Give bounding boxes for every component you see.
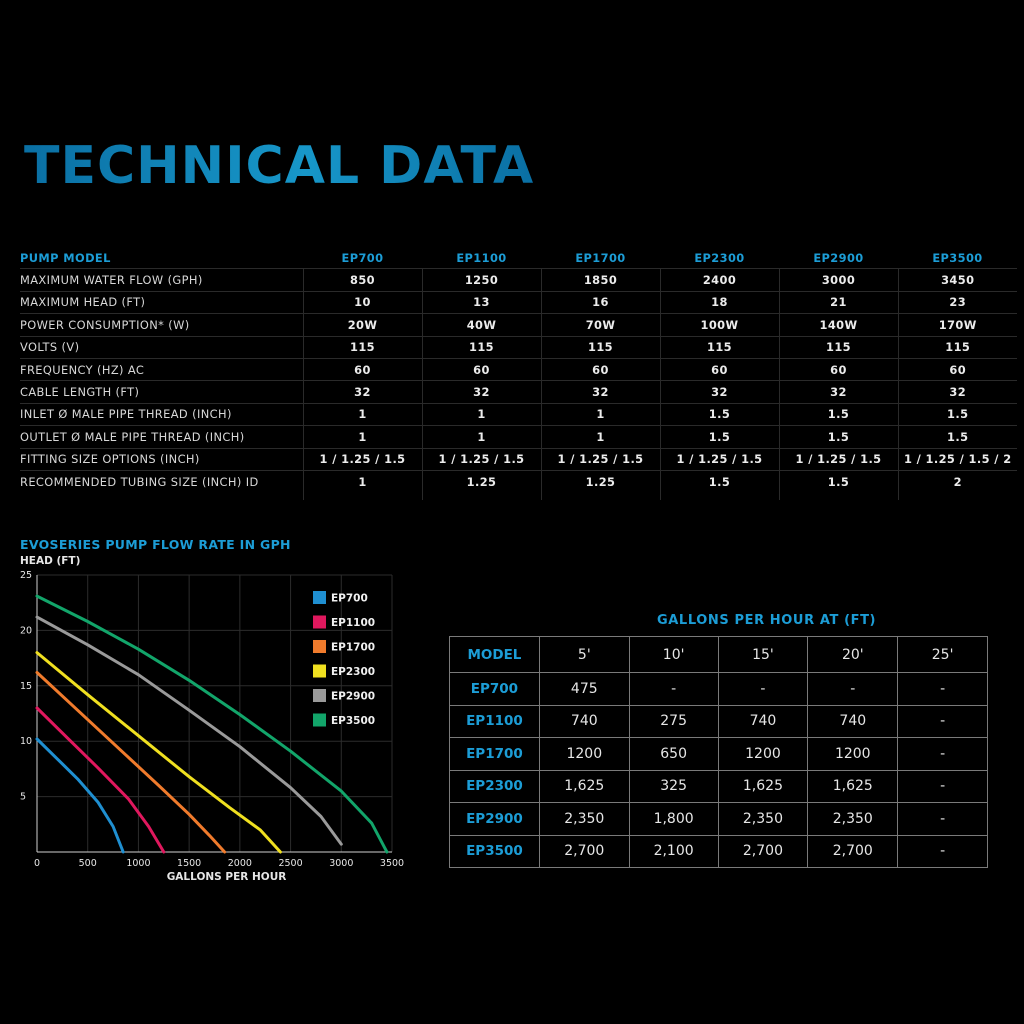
- gph-cell: 2,350: [718, 803, 808, 836]
- x-tick-label: 500: [78, 858, 97, 869]
- y-tick-label: 10: [20, 736, 33, 748]
- y-tick-label: 15: [20, 680, 33, 692]
- gph-model-cell: EP700: [450, 673, 540, 706]
- spec-row: [20, 381, 1017, 403]
- x-tick-label: 0: [33, 858, 41, 869]
- y-tick-label: 5: [20, 791, 27, 803]
- spec-cell: 115: [541, 336, 660, 358]
- spec-header-row: [20, 247, 1017, 269]
- gph-cell: 740: [718, 705, 808, 738]
- y-tick-label: 25: [20, 570, 33, 581]
- spec-cell: 1.5: [779, 470, 898, 500]
- model-header: EP3500: [932, 250, 983, 265]
- spec-cell: 1.5: [898, 426, 1017, 448]
- gph-cell: -: [898, 770, 988, 803]
- spec-cell: 32: [660, 381, 779, 403]
- legend-swatch-ep2300: [313, 665, 326, 678]
- spec-cell: 1: [541, 403, 660, 425]
- legend-label: EP1100: [331, 617, 376, 629]
- gph-cell: 325: [629, 770, 718, 803]
- spec-cell: 1.25: [541, 470, 660, 500]
- spec-row: [20, 470, 1017, 500]
- gph-cell: -: [808, 673, 898, 706]
- x-tick-label: 1500: [177, 858, 202, 869]
- gph-cell: 2,700: [718, 835, 808, 868]
- spec-cell: 60: [422, 358, 541, 380]
- spec-cell: 1.5: [660, 470, 779, 500]
- gph-cell: 2,700: [808, 835, 898, 868]
- legend-label: EP2300: [331, 666, 376, 678]
- gph-cell: 2,350: [539, 803, 629, 836]
- spec-cell: 1.5: [779, 426, 898, 448]
- spec-cell: 1.5: [779, 403, 898, 425]
- spec-cell: 1: [303, 426, 422, 448]
- spec-cell: 850: [303, 269, 422, 291]
- spec-row-label: RECOMMENDED TUBING SIZE (INCH) ID: [20, 470, 303, 500]
- spec-row-label: OUTLET Ø MALE PIPE THREAD (INCH): [20, 426, 303, 448]
- spec-row-label: MAXIMUM HEAD (FT): [20, 291, 303, 313]
- gph-column-header: 10': [629, 637, 718, 673]
- spec-cell: 32: [541, 381, 660, 403]
- series-line-ep700: [37, 739, 123, 852]
- spec-row: [20, 269, 1017, 291]
- spec-cell: 32: [303, 381, 422, 403]
- x-axis-title: GALLONS PER HOUR: [166, 871, 287, 883]
- y-tick-label: 20: [20, 625, 33, 637]
- gph-model-cell: EP3500: [450, 835, 540, 868]
- gph-column-header: 5': [539, 637, 629, 673]
- spec-cell: 100W: [660, 314, 779, 336]
- chart-title: EVOSERIES PUMP FLOW RATE IN GPH: [20, 537, 291, 552]
- gph-row: [450, 738, 988, 771]
- spec-cell: 60: [660, 358, 779, 380]
- spec-row-label: INLET Ø MALE PIPE THREAD (INCH): [20, 403, 303, 425]
- gph-cell: 1200: [718, 738, 808, 771]
- spec-cell: 115: [898, 336, 1017, 358]
- gph-body: [450, 673, 988, 868]
- spec-cell: 140W: [779, 314, 898, 336]
- spec-cell: 2400: [660, 269, 779, 291]
- spec-cell: 1: [422, 403, 541, 425]
- gph-cell: 1200: [808, 738, 898, 771]
- model-header: EP1100: [456, 250, 507, 265]
- spec-row: [20, 426, 1017, 448]
- spec-cell: 1: [422, 426, 541, 448]
- gph-cell: 650: [629, 738, 718, 771]
- spec-cell: 16: [541, 291, 660, 313]
- spec-row-label: VOLTS (V): [20, 336, 303, 358]
- spec-cell: 3000: [779, 269, 898, 291]
- pump-model-header: PUMP MODEL: [20, 250, 111, 265]
- spec-row-label: POWER CONSUMPTION* (W): [20, 314, 303, 336]
- flow-rate-chart: [0, 555, 420, 895]
- legend-label: EP3500: [331, 715, 376, 727]
- gph-cell: 740: [539, 705, 629, 738]
- gph-cell: 1,625: [718, 770, 808, 803]
- gph-cell: 475: [539, 673, 629, 706]
- spec-cell: 13: [422, 291, 541, 313]
- spec-cell: 1 / 1.25 / 1.5: [660, 448, 779, 470]
- gph-column-header: 20': [808, 637, 898, 673]
- gph-cell: -: [898, 738, 988, 771]
- spec-cell: 18: [660, 291, 779, 313]
- gph-model-cell: EP1700: [450, 738, 540, 771]
- gph-column-header: 15': [718, 637, 808, 673]
- gph-row: [450, 705, 988, 738]
- spec-row: [20, 403, 1017, 425]
- gph-row: [450, 673, 988, 706]
- legend-swatch-ep700: [313, 591, 326, 604]
- spec-row: [20, 314, 1017, 336]
- legend-label: EP700: [331, 592, 368, 605]
- spec-cell: 1 / 1.25 / 1.5: [779, 448, 898, 470]
- spec-cell: 1: [541, 426, 660, 448]
- spec-cell: 1.5: [660, 426, 779, 448]
- spec-cell: 170W: [898, 314, 1017, 336]
- spec-row-label: MAXIMUM WATER FLOW (GPH): [20, 269, 303, 291]
- spec-row: [20, 336, 1017, 358]
- legend-label: EP2900: [331, 690, 376, 703]
- spec-cell: 115: [422, 336, 541, 358]
- series-line-ep1700: [37, 673, 225, 853]
- x-tick-label: 2000: [227, 858, 252, 869]
- spec-body: [20, 269, 1017, 500]
- gph-cell: 1200: [539, 738, 629, 771]
- spec-cell: 1.5: [660, 403, 779, 425]
- spec-cell: 32: [422, 381, 541, 403]
- spec-cell: 40W: [422, 314, 541, 336]
- spec-cell: 1: [303, 470, 422, 500]
- spec-cell: 60: [541, 358, 660, 380]
- spec-cell: 115: [303, 336, 422, 358]
- page-title: TECHNICAL DATA: [24, 136, 535, 196]
- gph-cell: -: [898, 673, 988, 706]
- gph-cell: -: [629, 673, 718, 706]
- spec-cell: 32: [779, 381, 898, 403]
- spec-cell: 1 / 1.25 / 1.5: [303, 448, 422, 470]
- technical-data-table: [20, 247, 1017, 500]
- spec-cell: 1: [303, 403, 422, 425]
- gph-cell: 2,700: [539, 835, 629, 868]
- gph-row: [450, 803, 988, 836]
- gph-row: [450, 835, 988, 868]
- gph-cell: -: [898, 835, 988, 868]
- gph-cell: -: [898, 705, 988, 738]
- legend-label: EP1700: [331, 641, 376, 654]
- spec-cell: 1.25: [422, 470, 541, 500]
- spec-row: [20, 448, 1017, 470]
- spec-cell: 1 / 1.25 / 1.5: [422, 448, 541, 470]
- legend-swatch-ep3500: [313, 714, 326, 727]
- gph-model-cell: EP1100: [450, 705, 540, 738]
- spec-cell: 3450: [898, 269, 1017, 291]
- spec-cell: 21: [779, 291, 898, 313]
- spec-cell: 20W: [303, 314, 422, 336]
- gph-cell: 1,625: [808, 770, 898, 803]
- spec-cell: 1 / 1.25 / 1.5 / 2: [898, 448, 1017, 470]
- spec-cell: 1.5: [898, 403, 1017, 425]
- model-header: EP2300: [694, 250, 745, 265]
- y-axis-title: HEAD (FT): [20, 555, 81, 567]
- gph-cell: 1,800: [629, 803, 718, 836]
- gph-row: [450, 770, 988, 803]
- spec-cell: 115: [779, 336, 898, 358]
- spec-row: [20, 291, 1017, 313]
- gph-model-cell: EP2900: [450, 803, 540, 836]
- spec-cell: 10: [303, 291, 422, 313]
- legend-swatch-ep1100: [313, 616, 326, 629]
- spec-row-label: CABLE LENGTH (FT): [20, 381, 303, 403]
- gph-column-header: MODEL: [450, 637, 540, 673]
- spec-cell: 32: [898, 381, 1017, 403]
- x-tick-label: 2500: [278, 858, 303, 869]
- spec-row: [20, 358, 1017, 380]
- spec-row-label: FREQUENCY (HZ) AC: [20, 358, 303, 380]
- gph-header-row: [450, 637, 988, 673]
- spec-cell: 70W: [541, 314, 660, 336]
- spec-cell: 1850: [541, 269, 660, 291]
- legend-swatch-ep2900: [313, 689, 326, 702]
- gph-cell: 2,350: [808, 803, 898, 836]
- spec-cell: 1 / 1.25 / 1.5: [541, 448, 660, 470]
- gph-cell: -: [898, 803, 988, 836]
- series-line-ep2300: [37, 653, 280, 852]
- gph-column-header: 25': [898, 637, 988, 673]
- gph-table: [449, 636, 988, 868]
- legend-swatch-ep1700: [313, 640, 326, 653]
- spec-cell: 1250: [422, 269, 541, 291]
- spec-row-label: FITTING SIZE OPTIONS (INCH): [20, 448, 303, 470]
- gph-cell: 740: [808, 705, 898, 738]
- spec-cell: 60: [898, 358, 1017, 380]
- spec-cell: 2: [898, 470, 1017, 500]
- model-header: EP700: [341, 250, 384, 265]
- gph-model-cell: EP2300: [450, 770, 540, 803]
- x-tick-label: 1000: [126, 858, 151, 869]
- model-header: EP2900: [813, 250, 864, 265]
- x-tick-label: 3000: [329, 858, 354, 869]
- gph-cell: 275: [629, 705, 718, 738]
- spec-cell: 115: [660, 336, 779, 358]
- gph-cell: -: [718, 673, 808, 706]
- spec-cell: 60: [779, 358, 898, 380]
- gph-cell: 1,625: [539, 770, 629, 803]
- spec-cell: 60: [303, 358, 422, 380]
- x-tick-label: 3500: [379, 858, 405, 869]
- spec-cell: 23: [898, 291, 1017, 313]
- gph-cell: 2,100: [629, 835, 718, 868]
- model-header: EP1700: [575, 250, 626, 265]
- gph-table-title: GALLONS PER HOUR AT (FT): [657, 613, 877, 628]
